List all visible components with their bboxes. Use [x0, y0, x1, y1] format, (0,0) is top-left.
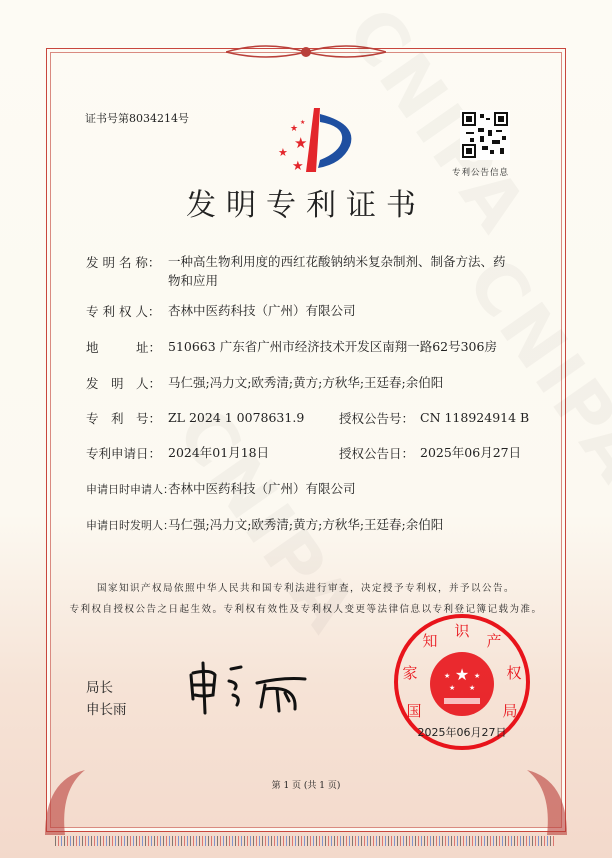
invention-name-line: 物和应用: [168, 273, 219, 288]
svg-text:★: ★: [294, 134, 308, 152]
svg-text:★: ★: [444, 672, 451, 680]
svg-text:家: 家: [402, 664, 418, 682]
patent-no-label: 专 利 号：: [86, 411, 162, 426]
svg-text:★: ★: [469, 684, 476, 692]
svg-text:★: ★: [449, 684, 456, 692]
patentee-label: 专 利 权 人：: [86, 304, 161, 319]
svg-text:局: 局: [502, 702, 518, 720]
chief-name: 申长雨: [86, 702, 127, 718]
seal-date: 2025年06月27日: [417, 726, 507, 739]
svg-text:★: ★: [300, 119, 306, 126]
svg-text:权: 权: [506, 664, 522, 682]
inventors-at-filing-label: 申请日时发明人：: [86, 519, 174, 532]
qr-code[interactable]: [460, 110, 510, 160]
invention-name-line: 一种高生物利用度的西红花酸钠纳米复杂制剂、制备方法、药: [168, 254, 506, 269]
patentee: 杏林中医药科技（广州）有限公司: [168, 303, 356, 318]
address-label: 地 址：: [86, 340, 162, 355]
applicant-at-filing-label: 申请日时申请人：: [86, 483, 174, 496]
svg-text:国: 国: [406, 702, 422, 720]
svg-text:知: 知: [422, 632, 438, 650]
svg-text:产: 产: [486, 632, 502, 650]
corner-ornament-right: [522, 760, 572, 840]
qr-label: 专利公告信息: [452, 168, 510, 178]
page-footer: 第 1 页 (共 1 页): [271, 781, 341, 791]
svg-text:★: ★: [290, 124, 299, 134]
notice-line: 专利权自授权公告之日起生效。专利权有效性及专利权人变更等法律信息以专利登记簿记载为准。: [69, 604, 543, 615]
invention-name: [168, 252, 506, 290]
applicant-at-filing: 杏林中医药科技（广州）有限公司: [168, 481, 356, 496]
cnipa-logo: [262, 106, 354, 176]
signature: [185, 655, 315, 720]
inventors-at-filing: 马仁强;冯力文;欧秀清;黄方;方秋华;王廷春;余伯阳: [168, 517, 444, 532]
chief-title: 局长: [86, 680, 113, 696]
filing-date: 2024年01月18日: [168, 445, 270, 460]
corner-ornament-left: [40, 760, 90, 840]
notice-line: 国家知识产权局依照中华人民共和国专利法进行审查，决定授予专利权，并予以公告。: [96, 583, 515, 594]
patent-no: ZL 2024 1 0078631.9: [168, 410, 305, 425]
svg-text:★: ★: [474, 672, 481, 680]
svg-text:★: ★: [278, 146, 288, 159]
security-strip: [55, 836, 555, 846]
svg-text:识: 识: [454, 622, 470, 640]
grant-pub-date-label: 授权公告日：: [339, 446, 415, 461]
grant-pub-no-label: 授权公告号：: [339, 411, 415, 426]
filing-date-label: 专利申请日：: [86, 446, 162, 461]
official-seal: [392, 612, 532, 752]
address: 510663 广东省广州市经济技术开发区南翔一路62号306房: [168, 339, 497, 354]
page-title: 发明专利证书: [186, 188, 426, 223]
certificate-number: 证书号第8034214号: [85, 112, 189, 125]
grant-pub-date: 2025年06月27日: [420, 445, 522, 460]
inventors: 马仁强;冯力文;欧秀清;黄方;方秋华;王廷春;余伯阳: [168, 375, 444, 390]
grant-pub-no: CN 118924914 B: [420, 410, 530, 425]
svg-text:★: ★: [454, 665, 470, 684]
inventors-label: 发 明 人：: [86, 376, 162, 391]
svg-text:★: ★: [292, 159, 304, 174]
invention-name-label: 发 明 名 称：: [86, 255, 161, 270]
